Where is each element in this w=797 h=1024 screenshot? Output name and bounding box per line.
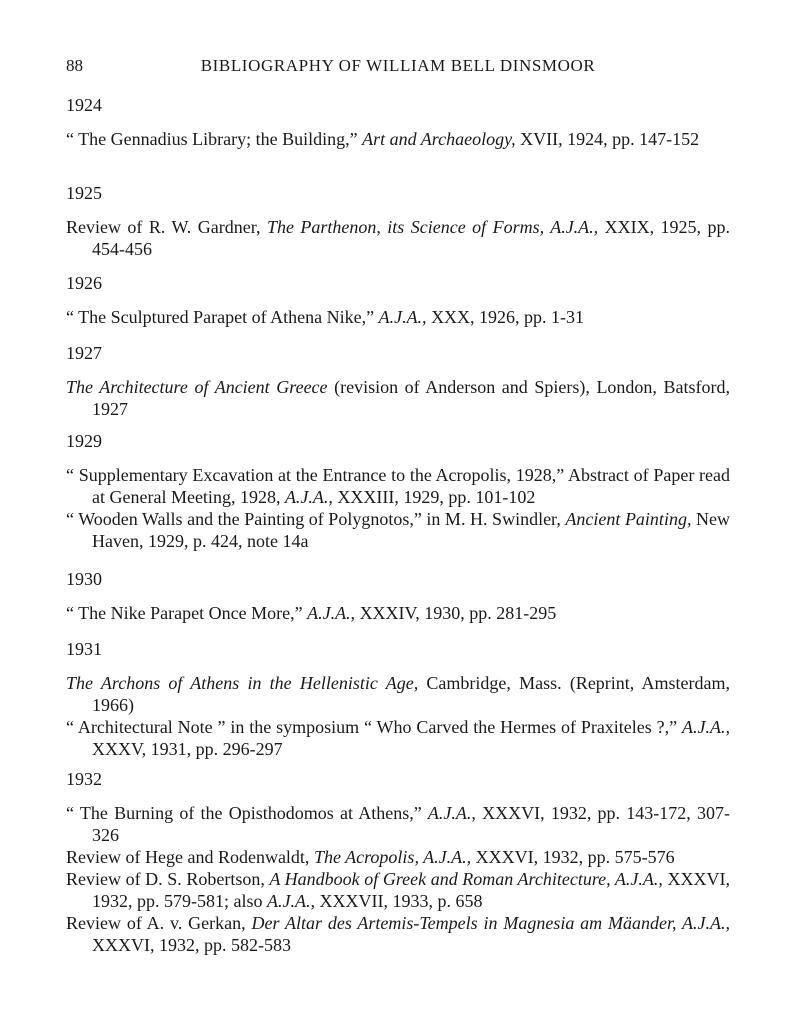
entry-italic-text: A.J.A., [307,603,356,623]
entry-italic-text: The Archons of Athens in the Hellenistic Age, [66,673,419,693]
entry-text: “ Supplementary Excavation at the Entrance to the Acropolis, 1928,” Abstract of Paper read at General Meeting, 1928, [66,465,735,507]
year-section [66,272,730,328]
entry-italic-text: Art and Archaeology, [362,129,516,149]
bibliography-entry [66,912,735,956]
entry-italic-text: Ancient Painting, [565,509,692,529]
bibliography-entry [66,602,730,624]
entry-text: Review of A. v. Gerkan, [66,913,252,933]
year-section [66,182,735,260]
entry-text: Review of R. W. Gardner, [66,217,267,237]
bibliography-entry [66,216,735,260]
bibliography-entry [66,802,730,846]
bibliography-entry [66,846,730,868]
entry-italic-text: The Parthenon, its Science of Forms, A.J.A., [266,217,599,237]
year-heading: 1930 [66,569,102,589]
entry-text: XXXIV, 1930, pp. 281-295 [355,603,557,623]
entry-italic-text: A Handbook of Greek and Roman Architecture, A.J.A., [269,869,663,889]
entry-text: XXXVI, 1932, pp. 143-172, 307-326 [92,803,730,845]
year-section [66,568,730,624]
year-heading: 1924 [66,95,102,115]
entry-text: Review of Hege and Rodenwaldt, [66,847,314,867]
bibliography-entry [66,464,735,508]
running-header [66,56,730,78]
entry-list [66,464,735,552]
entry-list [66,306,730,328]
entry-text: XXXIII, 1929, pp. 101-102 [332,487,536,507]
entry-text: XXXVI, 1932, pp. 582-583 [92,913,735,955]
bibliography-entry [66,508,735,552]
entry-text: XXIX, 1925, pp. 454-456 [92,217,735,259]
entry-list [66,602,730,624]
entry-text: “ Wooden Walls and the Painting of Polygnotos,” in M. H. Swindler, [66,509,566,529]
entry-text: “ The Sculptured Parapet of Athena Nike,” [66,307,379,327]
entry-list [66,802,735,956]
entry-list [66,216,735,260]
entry-list [66,672,735,760]
bibliography-entry [66,716,735,760]
entry-italic-text: A.J.A., [284,487,333,507]
bibliography-entry [66,376,735,420]
year-section [66,638,735,760]
entry-list [66,128,730,150]
year-section [66,768,735,956]
bibliography-entry [66,128,730,150]
year-heading: 1927 [66,343,102,363]
year-heading: 1926 [66,273,102,293]
year-section [66,94,730,150]
running-title: BIBLIOGRAPHY OF WILLIAM BELL DINSMOOR [200,56,596,75]
year-heading: 1925 [66,183,102,203]
entry-italic-text: The Architecture of Ancient Greece [66,377,328,397]
entry-italic-text: A.J.A., [378,307,427,327]
entry-list [66,376,735,420]
entry-italic-text: A.J.A., [682,717,730,737]
year-section [66,342,735,420]
entry-text: “ The Nike Parapet Once More,” [66,603,308,623]
entry-text: Review of D. S. Robertson, [66,869,270,889]
entry-text: XXXVI, 1932, pp. 579-581; also [92,869,735,911]
entry-text: (revision of Anderson and Spiers), London, Batsford, 1927 [92,377,735,419]
entry-text: “ The Burning of the Opisthodomos at Athens,” [66,803,428,823]
year-heading: 1929 [66,431,102,451]
entry-text: XXXV, 1931, pp. 296-297 [92,717,735,759]
entry-text: Cambridge, Mass. (Reprint, Amsterdam, 1966) [92,673,735,715]
page-number: 88 [66,56,83,75]
bibliography-entry [66,672,735,716]
year-section [66,430,735,552]
entry-italic-text: A.J.A., [427,803,476,823]
entry-text: XXXVII, 1933, p. 658 [314,891,483,911]
entry-text: “ The Gennadius Library; the Building,” [66,129,363,149]
year-heading: 1931 [66,639,102,659]
bibliography-entry [66,306,730,328]
year-heading: 1932 [66,769,102,789]
entry-text: XVII, 1924, pp. 147-152 [515,129,700,149]
entry-text: XXXVI, 1932, pp. 575-576 [471,847,675,867]
entry-text: XXX, 1926, pp. 1-31 [426,307,585,327]
entry-italic-text: The Acropolis, A.J.A., [313,847,472,867]
entry-italic-text: A.J.A., [267,891,315,911]
entry-italic-text: Der Altar des Artemis-Tempels in Magnesia am Mäander, A.J.A., [251,913,730,933]
bibliography-entry [66,868,735,912]
entry-text: New Haven, 1929, p. 424, note 14a [92,509,735,551]
entry-text: “ Architectural Note ” in the symposium “ Who Carved the Hermes of Praxiteles ?,” [66,717,683,737]
